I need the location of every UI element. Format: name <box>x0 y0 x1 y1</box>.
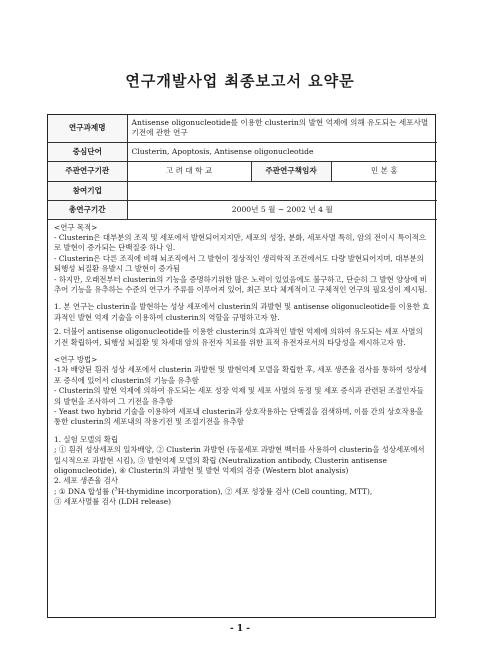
row-institution <box>48 161 437 181</box>
summary-body <box>48 220 435 508</box>
method-line: - Yeast two hybrid 기술을 이용하여 세포내 clusterin과 상호작용하는 단백질을 검색하며, 이를 간의 상호작용을 통한 clusterin의 세포내의 작용기전 및 조절기전을 유추함 <box>54 407 424 427</box>
period-label: 총연구기간 <box>48 200 127 219</box>
page-number: - 1 - <box>230 624 250 634</box>
method-item-body: ; ① 흰쥐 성상세포의 일차배양, ② Clusterin 과발현 (동물세포 과발현 벡터를 사용하여 clusterin을 성상세포에서 일시적으로 과발현 시킴), ③ 발현억제 모델의 확립 (Neutralization antibody, Clusterin antisense oligonucleotide), ④ Clusterin의 과발현 및 발현 억제의 검증 (Western blot analysis) <box>54 445 425 476</box>
keywords-label: 중심단어 <box>48 142 127 161</box>
purpose-line: - 하지만, 오래전부터 clusterin의 기능을 증명하기위한 많은 노력이 있었음에도 불구하고, 단순히 그 발현 양상에 비추어 기능을 유추하는 수준의 연구가 주류를 이루어져 있어, 최근 보다 체계적이고 구체적인 연구의 필요성이 제시됨. <box>54 274 428 294</box>
method-line: -1차 배양된 흰쥐 성상 세포에서 clusterin 과발현 및 발현억제 모델을 확립한 후, 세포 생존율 검사를 통하여 성상세포 증식에 있어서 clusterin의 기능을 유추함 <box>54 365 427 385</box>
project-value: Antisense oligonucleotide를 이용한 clusterin의 발현 억제에 의해 유도되는 세포사멸 기전에 관한 연구 <box>127 115 437 142</box>
purpose-line: - Clusterin은 다른 조직에 비해 뇌조직에서 그 발현이 정상적인 생리학적 조건에서도 다량 발현되어지며, 대부분의 퇴행성 뇌질환 유발시 그 발현이 증가됨 <box>54 253 424 274</box>
row-participant <box>48 181 437 200</box>
method-item-title: 2. 세포 생존율 검사 <box>54 476 119 486</box>
keywords-value: Clusterin, Apoptosis, Antisense oligonucleotide <box>127 142 437 161</box>
summary-frame <box>47 114 436 618</box>
meta-table <box>48 115 437 220</box>
method-heading: <연구 방법> <box>54 354 98 364</box>
pi-value: 민 본 홍 <box>331 161 437 181</box>
project-label: 연구과제명 <box>48 115 127 142</box>
participant-value <box>127 181 437 200</box>
purpose-item: 2. 더불어 antisense oligonucleotide를 이용한 clusterin의 효과적인 발현 억제에 의하여 유도되는 세포 사멸의 기전 확립하여, 퇴행성 뇌질환 및 차세대 암의 유전자 치료를 위한 표적 유전자로서의 타당성을 제시하고자 함. <box>54 327 423 347</box>
institution-value: 고 려 대 학 교 <box>127 161 251 181</box>
purpose-item: 1. 본 연구는 clusterin을 발현하는 성상 세포에서 clusterin의 과발현 및 antisense oligonucleotide를 이용한 효과적인 발현 억제 기술을 이용하여 clusterin의 역할을 규명하고자 함. <box>54 302 430 322</box>
method-item-body: ③ 세포사멸률 검사 (LDH release) <box>54 497 172 507</box>
document-title: 연구개발사업 최종보고서 요약문 <box>125 72 355 90</box>
row-project <box>48 115 437 142</box>
row-period <box>48 200 437 219</box>
pi-label: 주관연구책임자 <box>251 161 331 181</box>
purpose-line: - Clusterin은 대부분의 조직 및 세포에서 발현되어지지만, 세포의 성장, 분화, 세포사멸 특히, 암의 전이시 특이적으로 발현이 증가되는 단백질중 하나 임. <box>54 232 427 253</box>
method-item-body: ; ① DNA 합성률 ($^3$H-thymidine incorporation), ② 세포 성장률 검사 (Cell counting, MTT), <box>54 486 373 496</box>
institution-label: 주관연구기관 <box>48 161 127 181</box>
row-keywords <box>48 142 437 161</box>
participant-label: 참여기업 <box>48 181 127 200</box>
method-item-title: 1. 실험 모델의 확립 <box>54 434 119 444</box>
period-value: 2000년 5 월 ~ 2002 년 4 월 <box>127 200 437 219</box>
purpose-heading: <연구 목적> <box>54 222 98 232</box>
method-line: - Clusterin의 발현 억제에 의하여 유도되는 세포 성장 억제 및 세포 사멸의 동정 및 세포 증식과 관련된 조절인자들의 발현을 조사하여 그 기전을 유추함 <box>54 386 424 406</box>
